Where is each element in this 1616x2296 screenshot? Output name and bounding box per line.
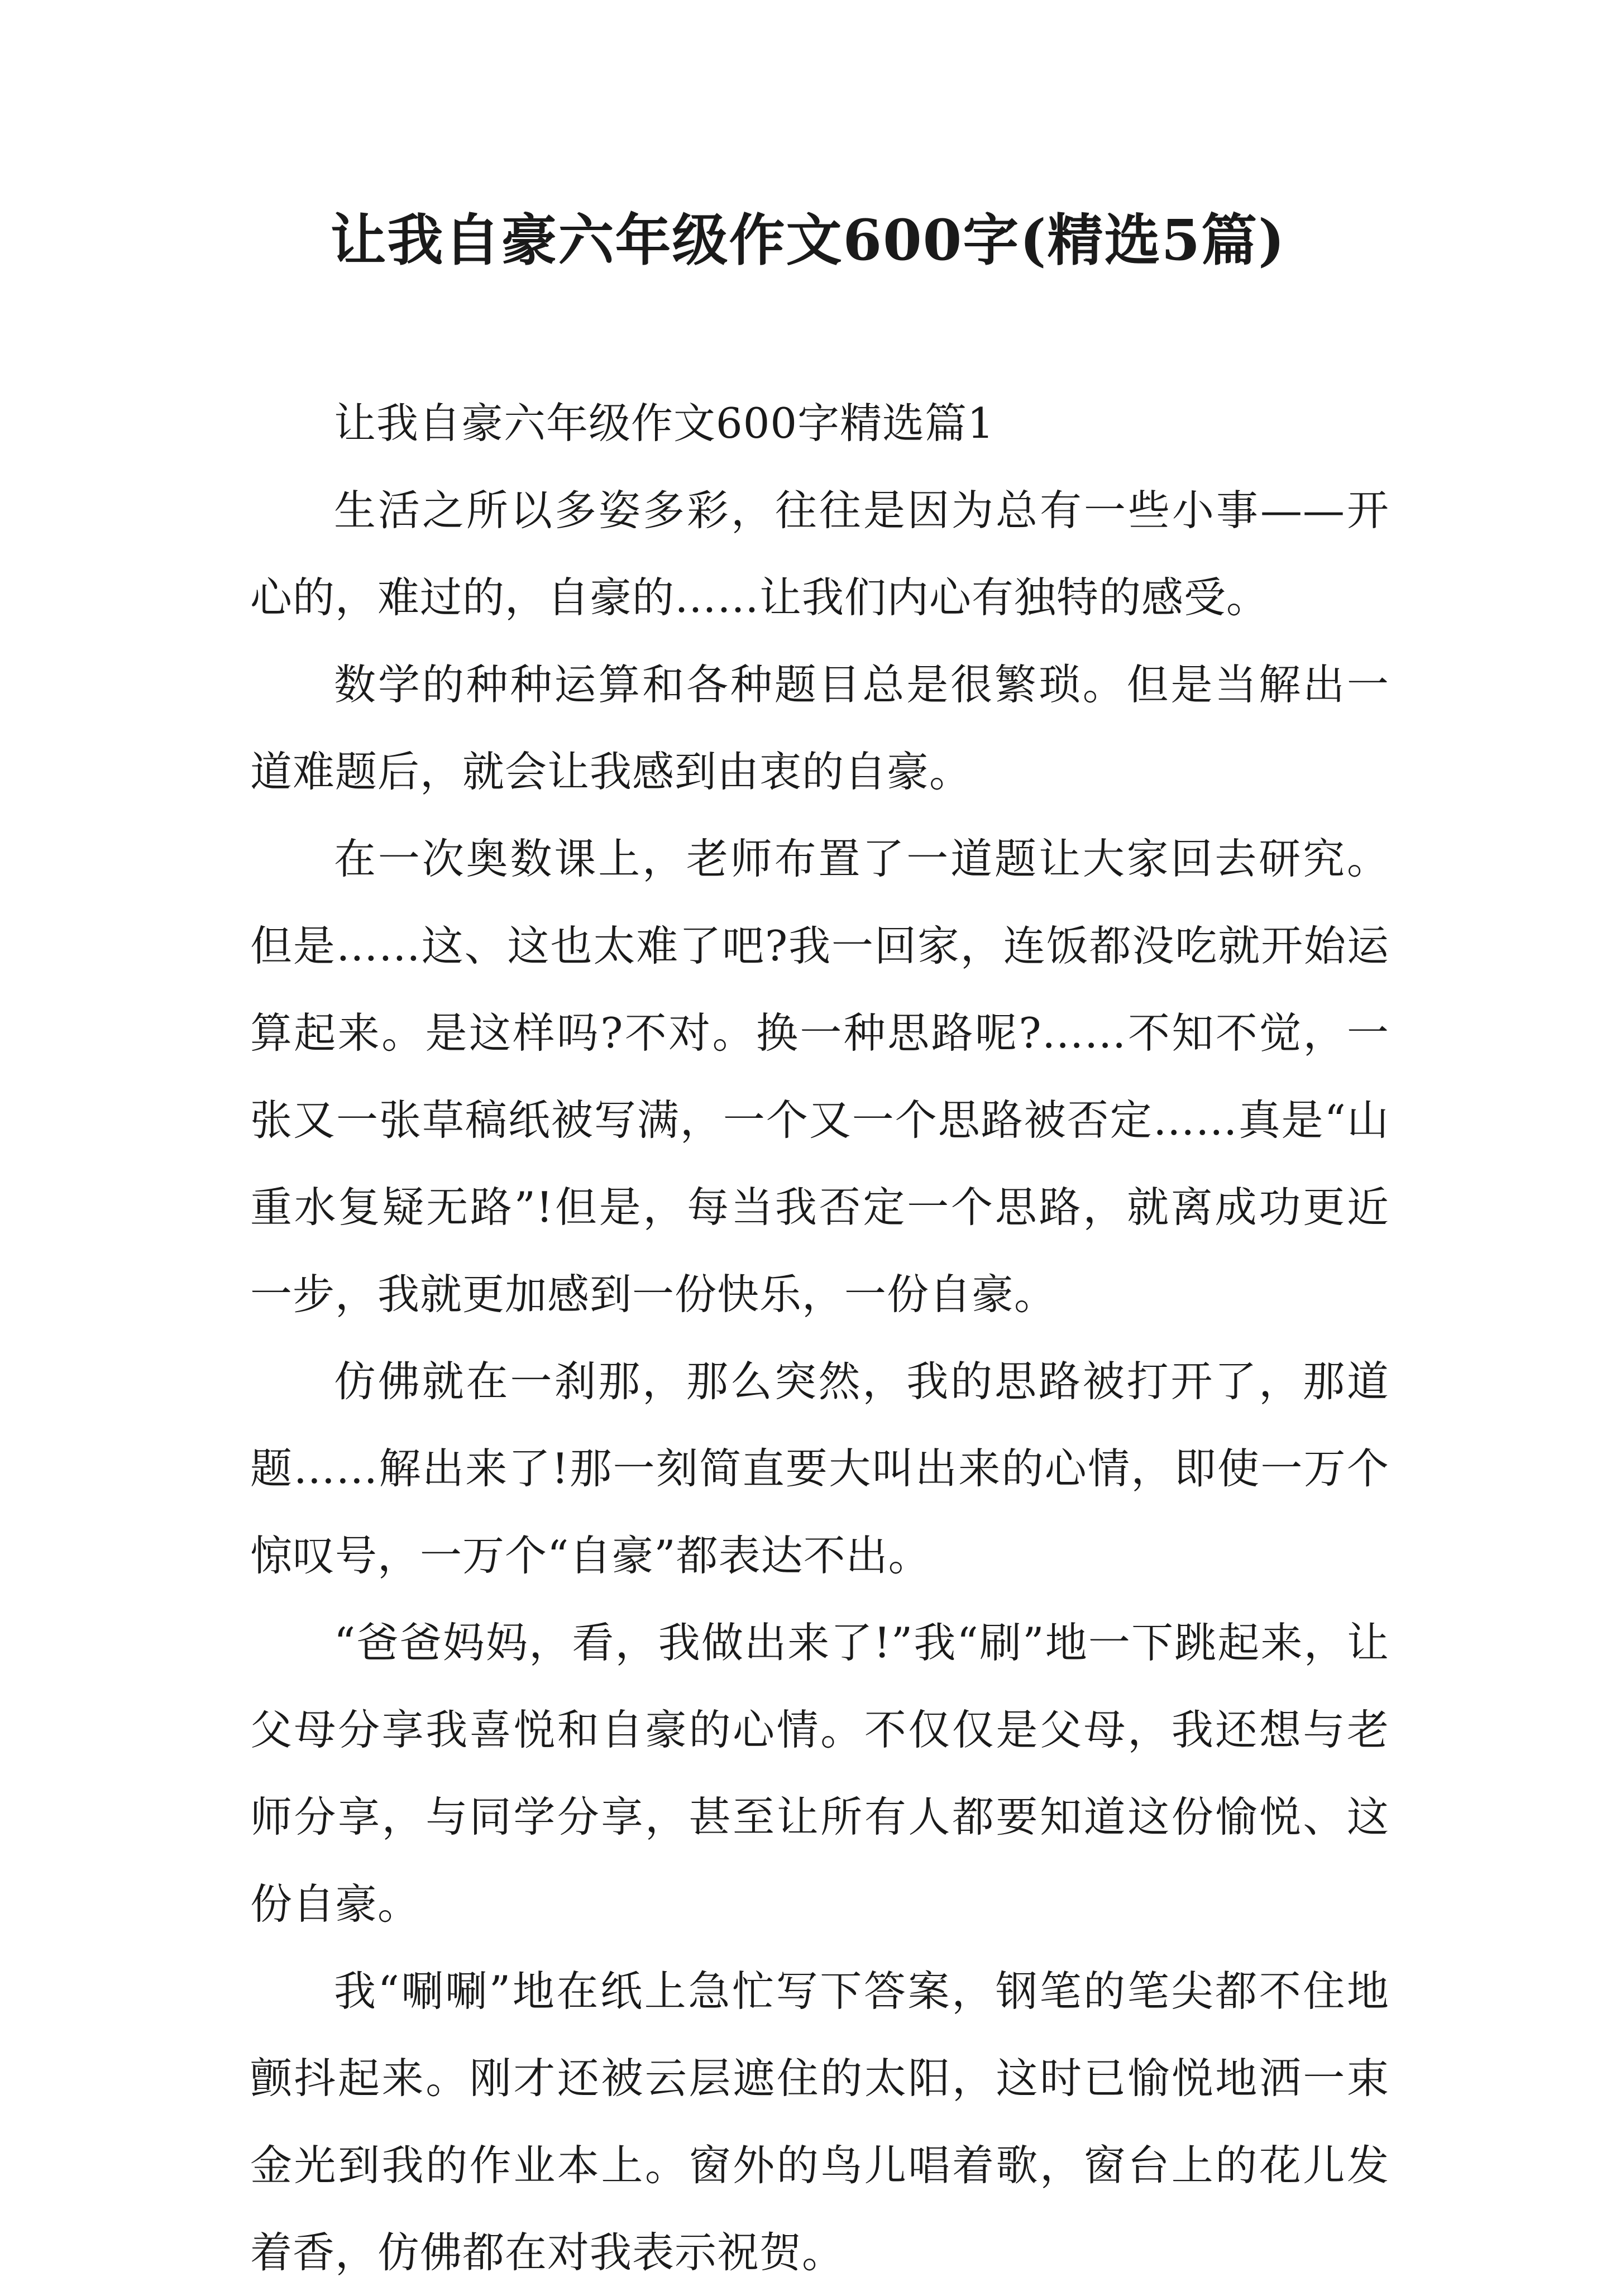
paragraph: 我“唰唰”地在纸上急忙写下答案，钢笔的笔尖都不住地颤抖起来。刚才还被云层遮住的太阳，这时已愉悦地洒一束金光到我的作业本上。窗外的鸟儿唱着歌，窗台上的花儿发着香，仿佛都在对我表示祝贺。 [250, 1967, 1389, 2277]
paragraph: “爸爸妈妈，看，我做出来了!”我“刷”地一下跳起来，让父母分享我喜悦和自豪的心情。不仅仅是父母，我还想与老师分享，与同学分享，甚至让所有人都要知道这份愉悦、这份自豪。 [250, 1618, 1389, 1929]
paragraph: 生活之所以多姿多彩，往往是因为总有一些小事——开心的，难过的，自豪的……让我们内心有独特的感受。 [250, 486, 1389, 622]
paragraph: 在一次奥数课上，老师布置了一道题让大家回去研究。但是……这、这也太难了吧?我一回家，连饭都没吃就开始运算起来。是这样吗?不对。换一种思路呢?……不知不觉，一张又一张草稿纸被写满，一个又一个思路被否定……真是“山重水复疑无路”!但是，每当我否定一个思路，就离成功更近一步，我就更加感到一份快乐，一份自豪。 [250, 834, 1389, 1319]
paragraph: 仿佛就在一刹那，那么突然，我的思路被打开了，那道题……解出来了!那一刻简直要大叫出来的心情，即使一万个惊叹号，一万个“自豪”都表达不出。 [250, 1357, 1389, 1580]
paragraph: 数学的种种运算和各种题目总是很繁琐。但是当解出一道难题后，就会让我感到由衷的自豪。 [250, 660, 1389, 796]
document-body [250, 380, 1389, 2296]
document-title: 让我自豪六年级作文600字(精选5篇) [330, 207, 1286, 273]
section-heading: 让我自豪六年级作文600字精选篇1 [334, 399, 995, 448]
